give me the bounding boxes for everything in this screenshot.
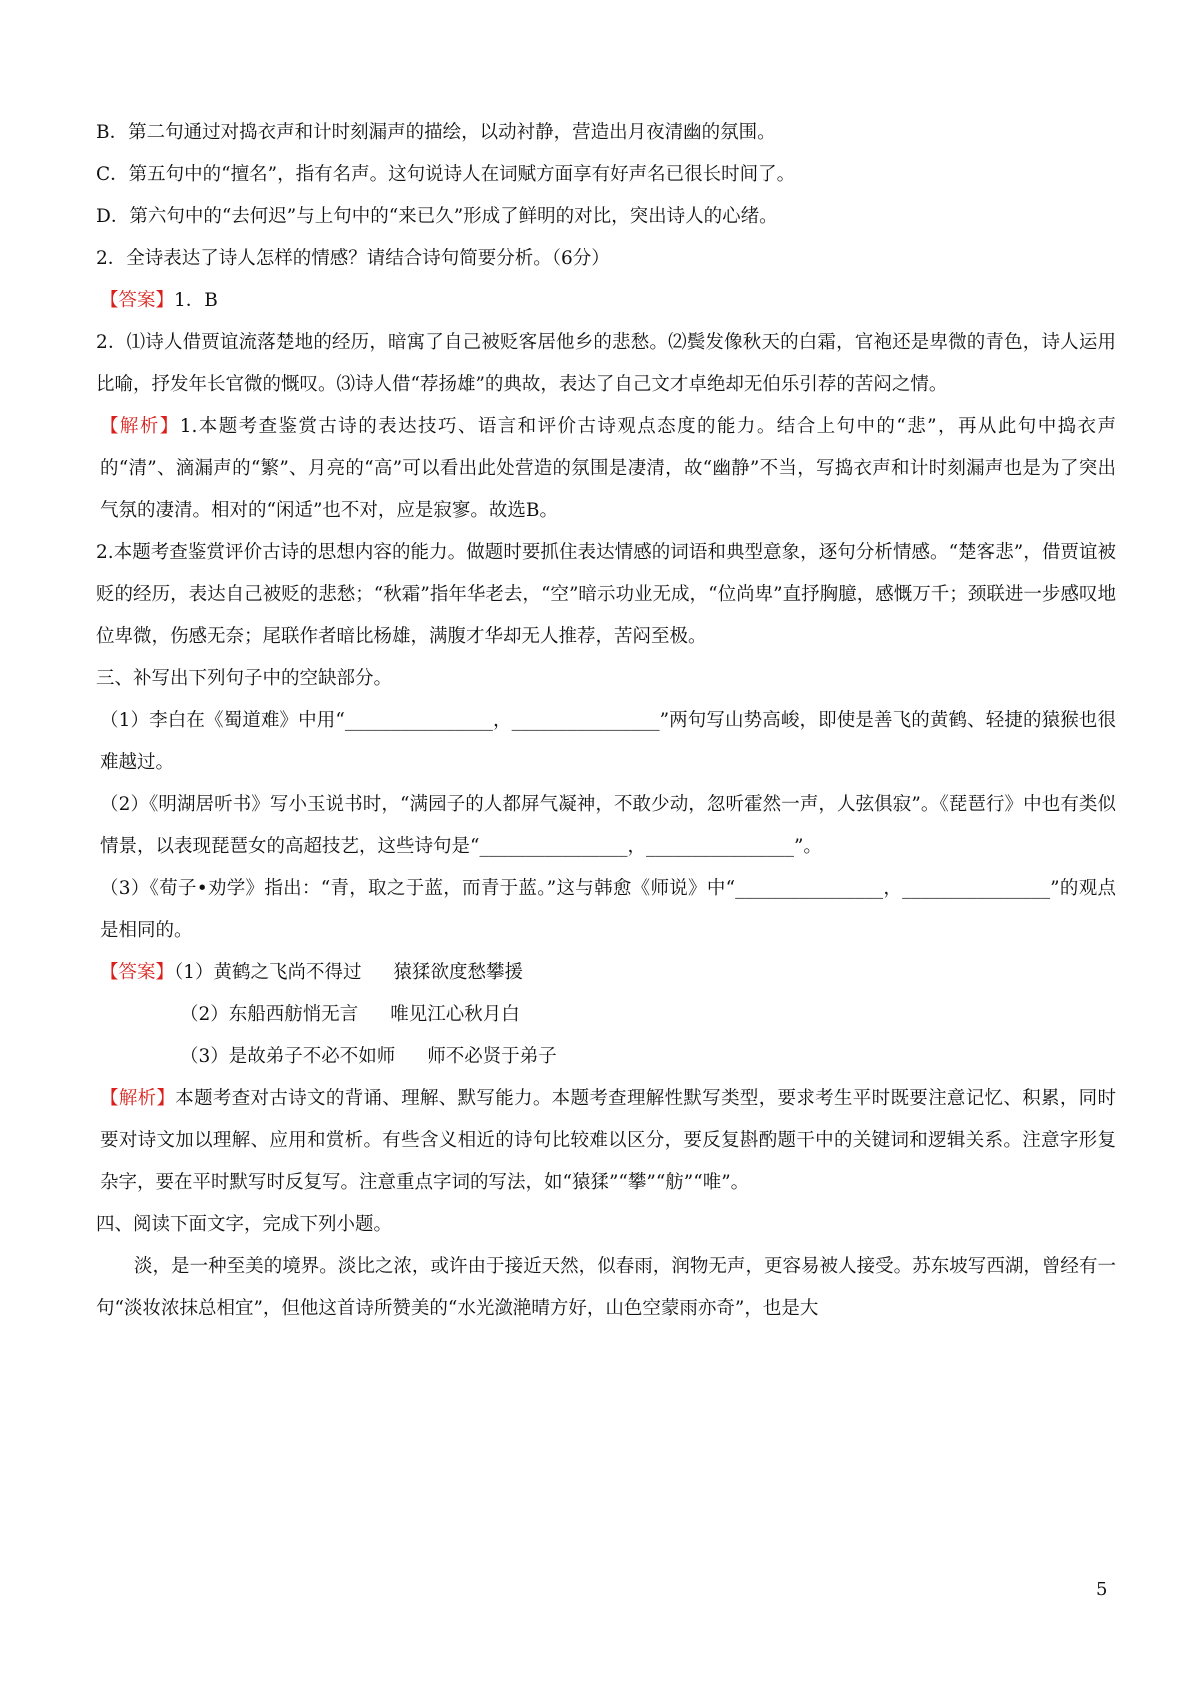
option-b: B．第二句通过对捣衣声和计时刻漏声的描绘，以动衬静，营造出月夜清幽的氛围。 (96, 122, 776, 143)
answer-1-text: 1．B (174, 290, 218, 311)
answer-1-line (96, 280, 1116, 322)
answer-3-a2-second: 唯见江心秋月白 (390, 1004, 520, 1025)
analysis-1-paragraph (96, 406, 1116, 532)
section-4-heading: 四、阅读下面文字，完成下列小题。 (96, 1214, 393, 1235)
answer-3-line-2 (96, 994, 1116, 1036)
analysis-3-paragraph (96, 1078, 1116, 1204)
section-3-heading: 三、补写出下列句子中的空缺部分。 (96, 668, 393, 689)
answer-3-line-3 (96, 1036, 1116, 1078)
section-3-item-1: （1）李白在《蜀道难》中用“________________，________________”两句写山势高峻，即使是善飞的黄鹤、轻捷的猿猴也很难越过。 (100, 710, 1116, 773)
answer-3-a1-second: 猿猱欲度愁攀援 (393, 962, 524, 983)
answer-tag: 【答案】 (100, 290, 175, 311)
section-3-item-2: （2）《明湖居听书》写小玉说书时，“满园子的人都屏气凝神，不敢少动，忽听霍然一声，人弦俱寂”。《琵琶行》中也有类似情景，以表现琵琶女的高超技艺，这些诗句是“________________，________________”。 (100, 794, 1116, 857)
analysis-3-text: 本题考查对古诗文的背诵、理解、默写能力。本题考查理解性默写类型，要求考生平时既要注意记忆、积累，同时要对诗文加以理解、应用和赏析。有些含义相近的诗句比较难以区分，要反复斟酌题干中的关键词和逻辑关系。注意字形复杂字，要在平时默写时反复写。注意重点字词的写法，如“猿猱”“攀”“舫”“唯”。 (100, 1088, 1116, 1193)
page-number: 5 (1096, 1579, 1108, 1600)
answer-2-paragraph: 2．⑴诗人借贾谊流落楚地的经历，暗寓了自己被贬客居他乡的悲愁。⑵鬓发像秋天的白霜，官袍还是卑微的青色，诗人运用比喻，抒发年长官微的慨叹。⑶诗人借“荐扬雄”的典故，表达了自己文才卓绝却无伯乐引荐的苦闷之情。 (96, 332, 1116, 395)
answer-3-a1-first: （1）黄鹤之飞尚不得过 (174, 962, 362, 983)
analysis-1-text: 1.本题考查鉴赏古诗的表达技巧、语言和评价古诗观点态度的能力。结合上句中的“悲”，再从此句中捣衣声的“清”、滴漏声的“繁”、月亮的“高”可以看出此处营造的氛围是凄清，故“幽静”不当，写捣衣声和计时刻漏声也是为了突出气氛的凄清。相对的“闲适”也不对，应是寂寥。故选B。 (100, 416, 1116, 521)
question-2: 2．全诗表达了诗人怎样的情感？请结合诗句简要分析。（6分） (96, 248, 610, 269)
page-content (96, 112, 1116, 1330)
analysis-2-paragraph: 2.本题考查鉴赏评价古诗的思想内容的能力。做题时要抓住表达情感的词语和典型意象，逐句分析情感。“楚客悲”，借贾谊被贬的经历，表达自己被贬的悲愁；“秋霜”指年华老去，“空”暗示功业无成，“位尚卑”直抒胸臆，感慨万千；颈联进一步感叹地位卑微，伤感无奈；尾联作者暗比杨雄，满腹才华却无人推荐，苦闷至极。 (96, 542, 1116, 647)
analysis-tag: 【解析】 (100, 416, 180, 437)
answer-3-line-1 (96, 952, 1116, 994)
section-3-item-3: （3）《荀子•劝学》指出：“青，取之于蓝，而青于蓝。”这与韩愈《师说》中“________________，________________”的观点是相同的。 (100, 878, 1116, 941)
answer-3-a3-first: （3）是故弟子不必不如师 (180, 1046, 396, 1067)
section-4-paragraph: 淡，是一种至美的境界。淡比之浓，或许由于接近天然，似春雨，润物无声，更容易被人接受。苏东坡写西湖，曾经有一句“淡妆浓抹总相宜”，但他这首诗所赞美的“水光潋滟晴方好，山色空蒙雨亦奇”，也是大 (96, 1256, 1116, 1319)
answer-3-a2-first: （2）东船西舫悄无言 (180, 1004, 359, 1025)
answer-3-a3-second: 师不必贤于弟子 (427, 1046, 557, 1067)
option-c: C．第五句中的“擅名”，指有名声。这句说诗人在词赋方面享有好声名已很长时间了。 (96, 164, 796, 185)
analysis-tag: 【解析】 (100, 1088, 176, 1109)
answer-tag: 【答案】 (100, 962, 175, 983)
option-d: D．第六句中的“去何迟”与上句中的“来已久”形成了鲜明的对比，突出诗人的心绪。 (96, 206, 778, 227)
